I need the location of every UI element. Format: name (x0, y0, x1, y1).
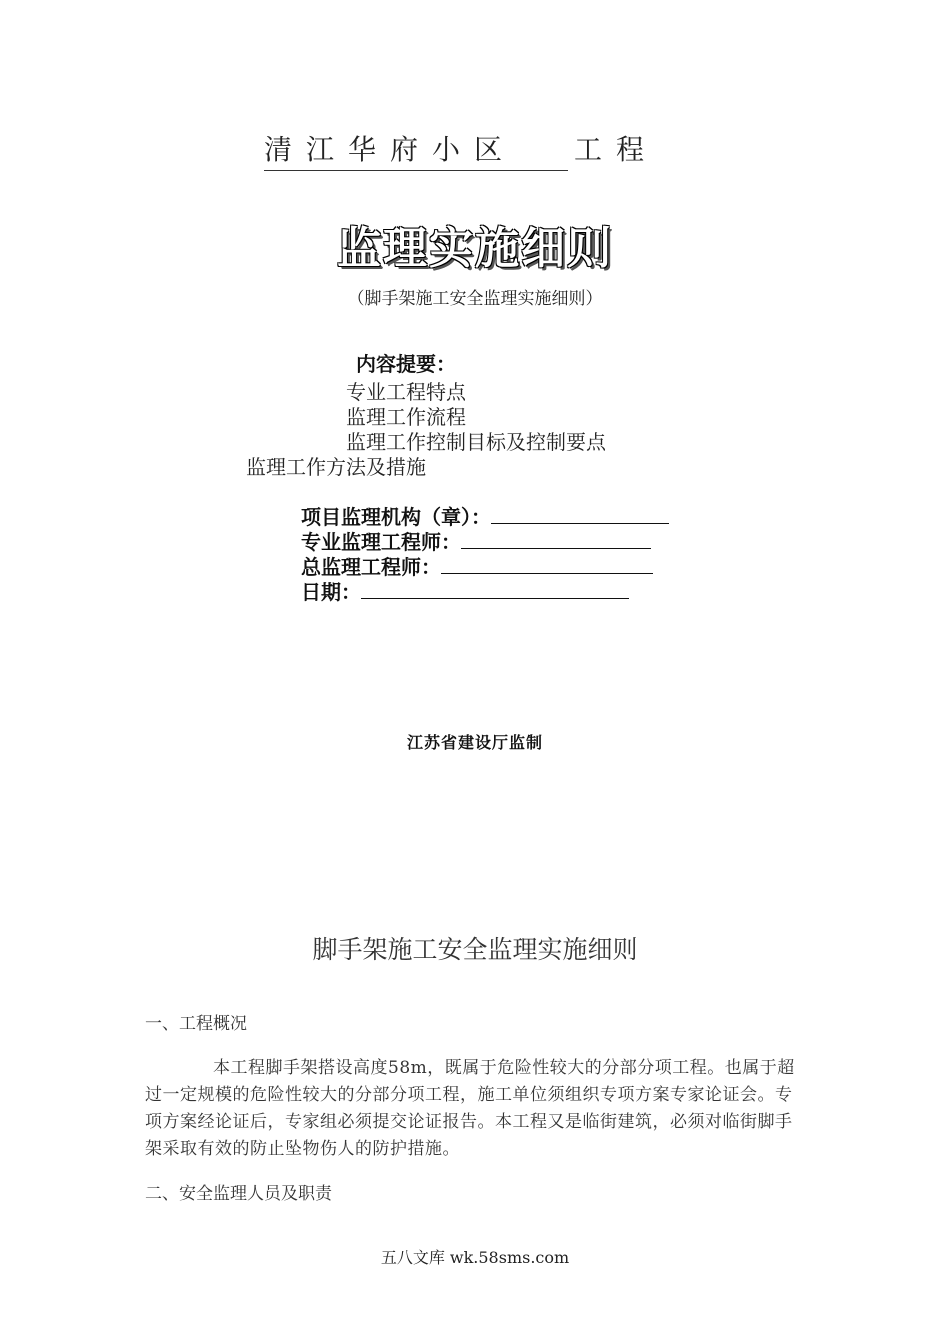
section-paragraph-text: 本工程脚手架搭设高度58m，既属于危险性较大的分部分项工程。也属于超过一定规模的危险性较大的分部分项工程，施工单位须组织专项方案专家论证会。专项方案经论证后，专家组必须提交论证报告。本工程又是临街建筑，必须对临街脚手架采取有效的防止坠物伤人的防护措施。 (145, 1058, 795, 1159)
summary-item: 监理工作流程 (346, 405, 466, 429)
main-title: 监理实施细则 (337, 223, 613, 274)
summary-item: 监理工作控制目标及控制要点 (346, 430, 606, 454)
summary-heading: 内容提要： (356, 352, 456, 376)
signature-specialist-line (461, 530, 651, 549)
signature-org-label: 项目监理机构（章）： (301, 505, 491, 529)
section-paragraph (145, 1055, 805, 1163)
project-name: 清江华府小区 (264, 128, 516, 171)
section-heading: 一、工程概况 (145, 1014, 247, 1034)
signature-date-line (361, 580, 629, 599)
subtitle: （脚手架施工安全监理实施细则） (347, 289, 603, 309)
section-heading: 二、安全监理人员及职责 (145, 1184, 332, 1204)
signature-date (301, 576, 629, 605)
project-name-blank-line (516, 140, 568, 171)
project-title (264, 128, 658, 171)
signature-specialist-label: 专业监理工程师： (301, 530, 461, 554)
document-title: 脚手架施工安全监理实施细则 (312, 935, 638, 964)
project-title-suffix: 工程 (574, 133, 659, 166)
signature-chief-line (441, 555, 653, 574)
footer-watermark: 五八文库 wk.58sms.com (380, 1248, 570, 1267)
summary-item: 监理工作方法及措施 (246, 455, 426, 479)
signature-org-line (491, 505, 669, 524)
signature-date-label: 日期： (301, 580, 361, 604)
signature-chief-label: 总监理工程师： (301, 555, 441, 579)
issuer: 江苏省建设厅监制 (406, 733, 543, 752)
summary-item: 专业工程特点 (346, 380, 466, 404)
